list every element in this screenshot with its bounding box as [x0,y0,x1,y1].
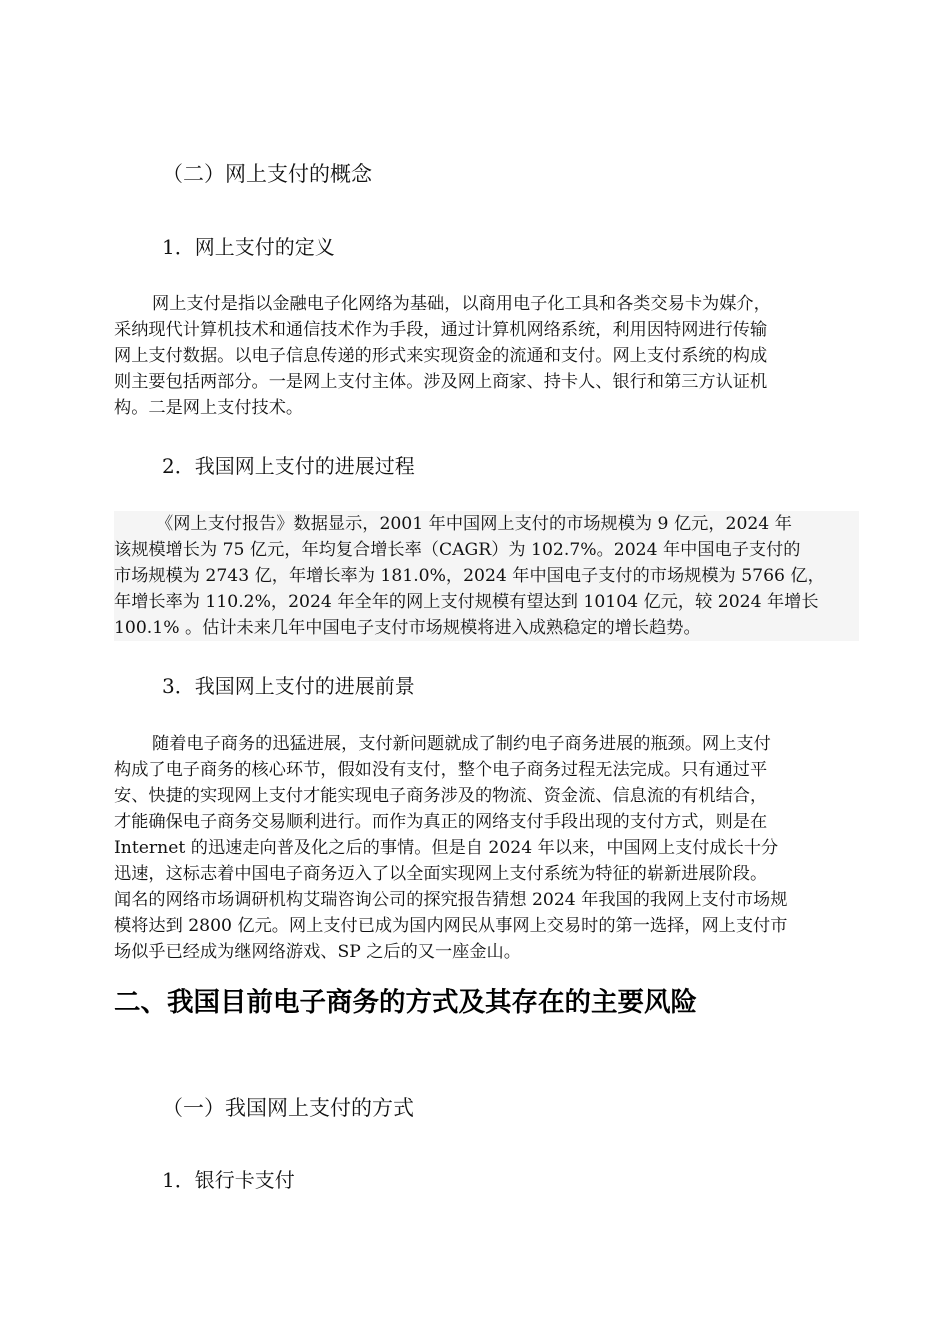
paragraph-line: 模将达到 2800 亿元。网上支付已成为国内网民从事网上交易时的第一选择，网上支付市 [114,916,788,936]
paragraph-line: 则主要包括两部分。一是网上支付主体。涉及网上商家、持卡人、银行和第三方认证机 [114,372,768,392]
paragraph-line: 网上支付数据。以电子信息传递的形式来实现资金的流通和支付。网上支付系统的构成 [114,346,768,366]
paragraph-line: 闻名的网络市场调研机构艾瑞咨询公司的探究报告猜想 2024 年我国的我网上支付市场规 [114,890,788,910]
paragraph-line: 安、快捷的实现网上支付才能实现电子商务涉及的物流、资金流、信息流的有机结合， [114,786,768,806]
paragraph-line: 迅速，这标志着中国电子商务迈入了以全面实现网上支付系统为特征的崭新进展阶段。 [114,864,768,884]
paragraph-line: 场似乎已经成为继网络游戏、SP 之后的又一座金山。 [114,942,521,962]
paragraph-line: 随着电子商务的迅猛进展，支付新问题就成了制约电子商务进展的瓶颈。网上支付 [152,734,771,754]
paragraph-line: 《网上支付报告》数据显示，2001 年中国网上支付的市场规模为 9 亿元，2024 年 [156,514,792,534]
paragraph-line: 才能确保电子商务交易顺利进行。而作为真正的网络支付手段出现的支付方式，则是在 [114,812,768,832]
item-title-prospects: 3．我国网上支付的进展前景 [162,674,415,698]
paragraph-line: 网上支付是指以金融电子化网络为基础，以商用电子化工具和各类交易卡为媒介， [152,294,771,314]
chapter-heading: 二、我国目前电子商务的方式及其存在的主要风险 [114,987,697,1018]
paragraph-line: 构成了电子商务的核心环节，假如没有支付，整个电子商务过程无法完成。只有通过平 [114,760,768,780]
paragraph-definition [114,291,864,421]
paragraph-line: Internet 的迅速走向普及化之后的事情。但是自 2024 年以来，中国网上支付成长十分 [114,838,779,858]
paragraph-line: 构。二是网上支付技术。 [114,398,304,418]
item-title-bank-card: 1．银行卡支付 [162,1168,295,1192]
section-heading-concept: （二）网上支付的概念 [162,162,372,186]
item-title-history: 2．我国网上支付的进展过程 [162,454,415,478]
paragraph-line: 年增长率为 110.2%，2024 年全年的网上支付规模有望达到 10104 亿元，较 2024 年增长 [114,592,819,612]
item-title-definition: 1．网上支付的定义 [162,235,335,259]
paragraph-line: 采纳现代计算机技术和通信技术作为手段，通过计算机网络系统，利用因特网进行传输 [114,320,768,340]
paragraph-line: 该规模增长为 75 亿元，年均复合增长率（CAGR）为 102.7%。2024 年中国电子支付的 [114,540,801,560]
section-heading-methods: （一）我国网上支付的方式 [162,1096,414,1120]
paragraph-line: 100.1% 。估计未来几年中国电子支付市场规模将进入成熟稳定的增长趋势。 [114,618,701,638]
paragraph-history [114,511,859,641]
paragraph-line: 市场规模为 2743 亿，年增长率为 181.0%，2024 年中国电子支付的市场规模为 5766 亿， [114,566,825,586]
paragraph-prospects [114,731,864,965]
